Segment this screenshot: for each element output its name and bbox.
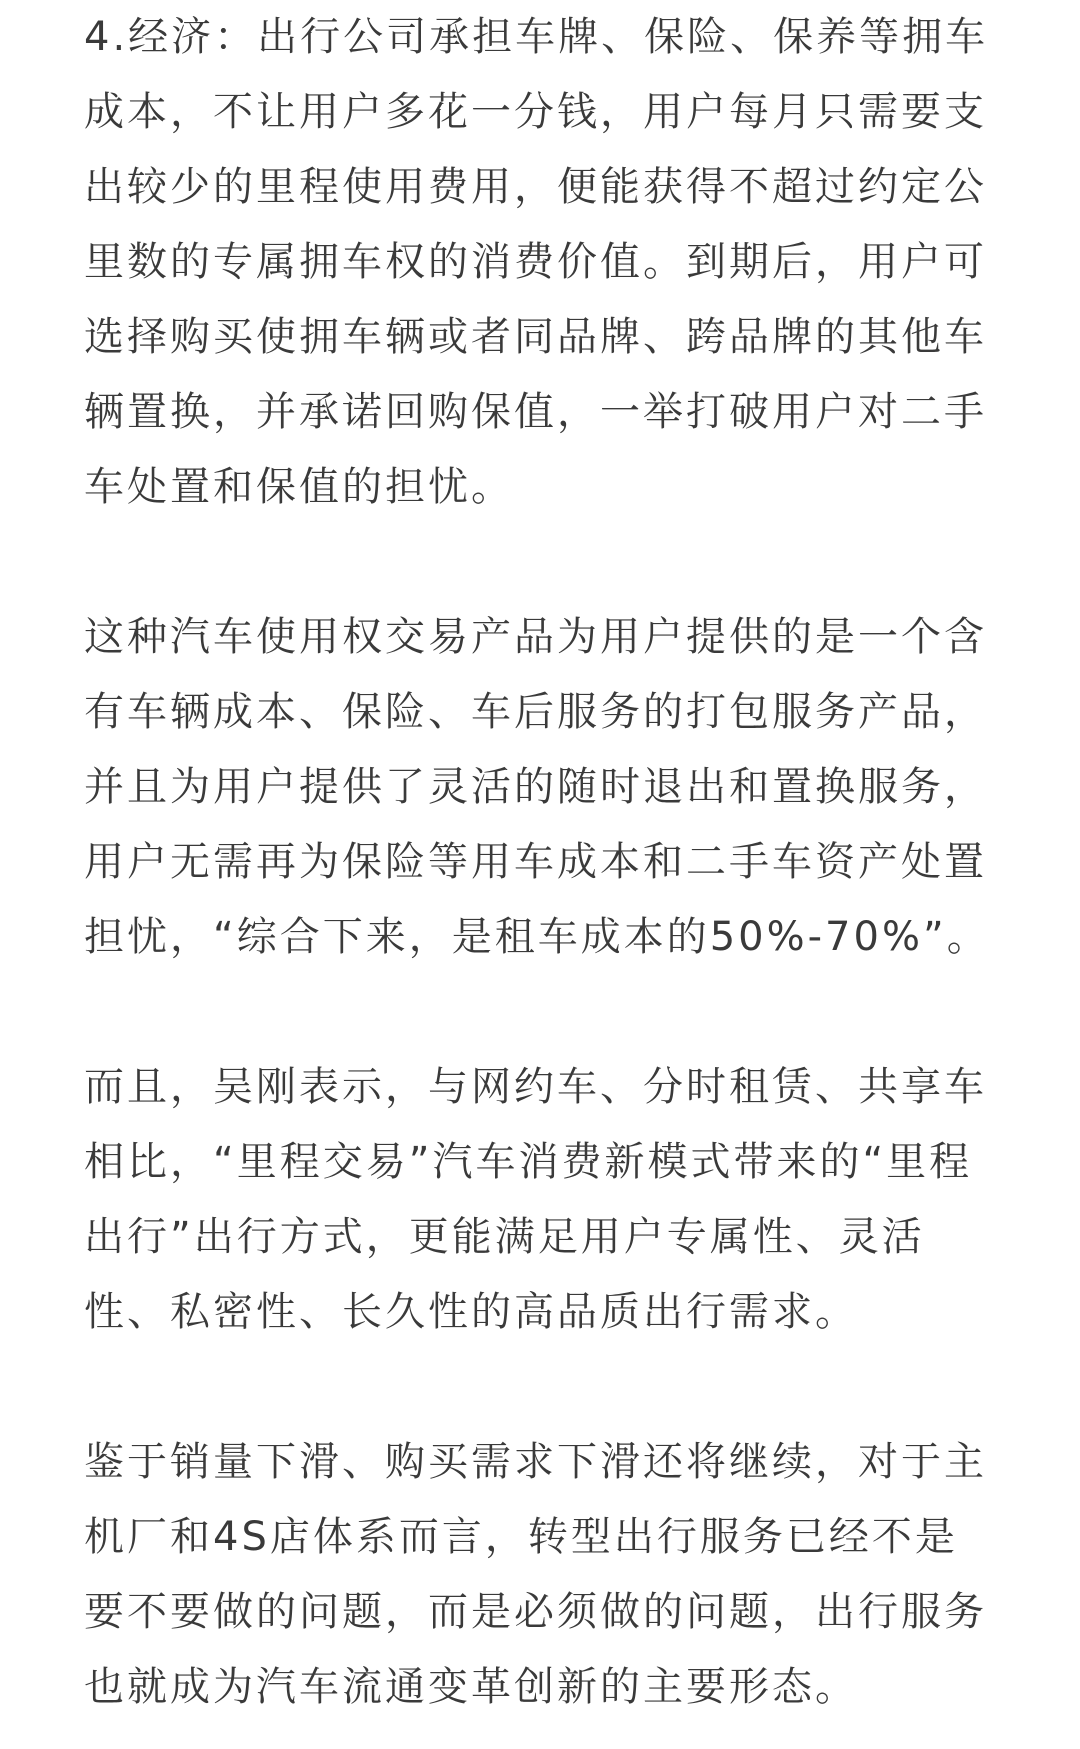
paragraph-transformation: 鉴于销量下滑、购买需求下滑还将继续，对于主机厂和4S店体系而言，转型出行服务已经不是要不要做的问题，而是必须做的问题，出行服务也就成为汽车流通变革创新的主要形态。 xyxy=(84,1439,987,1710)
paragraph-usage-rights-product: 这种汽车使用权交易产品为用户提供的是一个含有车辆成本、保险、车后服务的打包服务产品，并且为用户提供了灵活的随时退出和置换服务，用户无需再为保险等用车成本和二手车资产处置担忧，“综合下来，是租车成本的50%-70%”。 xyxy=(84,614,990,960)
article-body xyxy=(84,0,1000,1725)
paragraph-wu-gang-quote: 而且，吴刚表示，与网约车、分时租赁、共享车相比，“里程交易”汽车消费新模式带来的“里程出行”出行方式，更能满足用户专属性、灵活性、私密性、长久性的高品质出行需求。 xyxy=(84,1064,987,1335)
paragraph-economy: 4.经济：出行公司承担车牌、保险、保养等拥车成本，不让用户多花一分钱，用户每月只需要支出较少的里程使用费用，便能获得不超过约定公里数的专属拥车权的消费价值。到期后，用户可选择购买使拥车辆或者同品牌、跨品牌的其他车辆置换，并承诺回购保值，一举打破用户对二手车处置和保值的担忧。 xyxy=(84,14,989,510)
